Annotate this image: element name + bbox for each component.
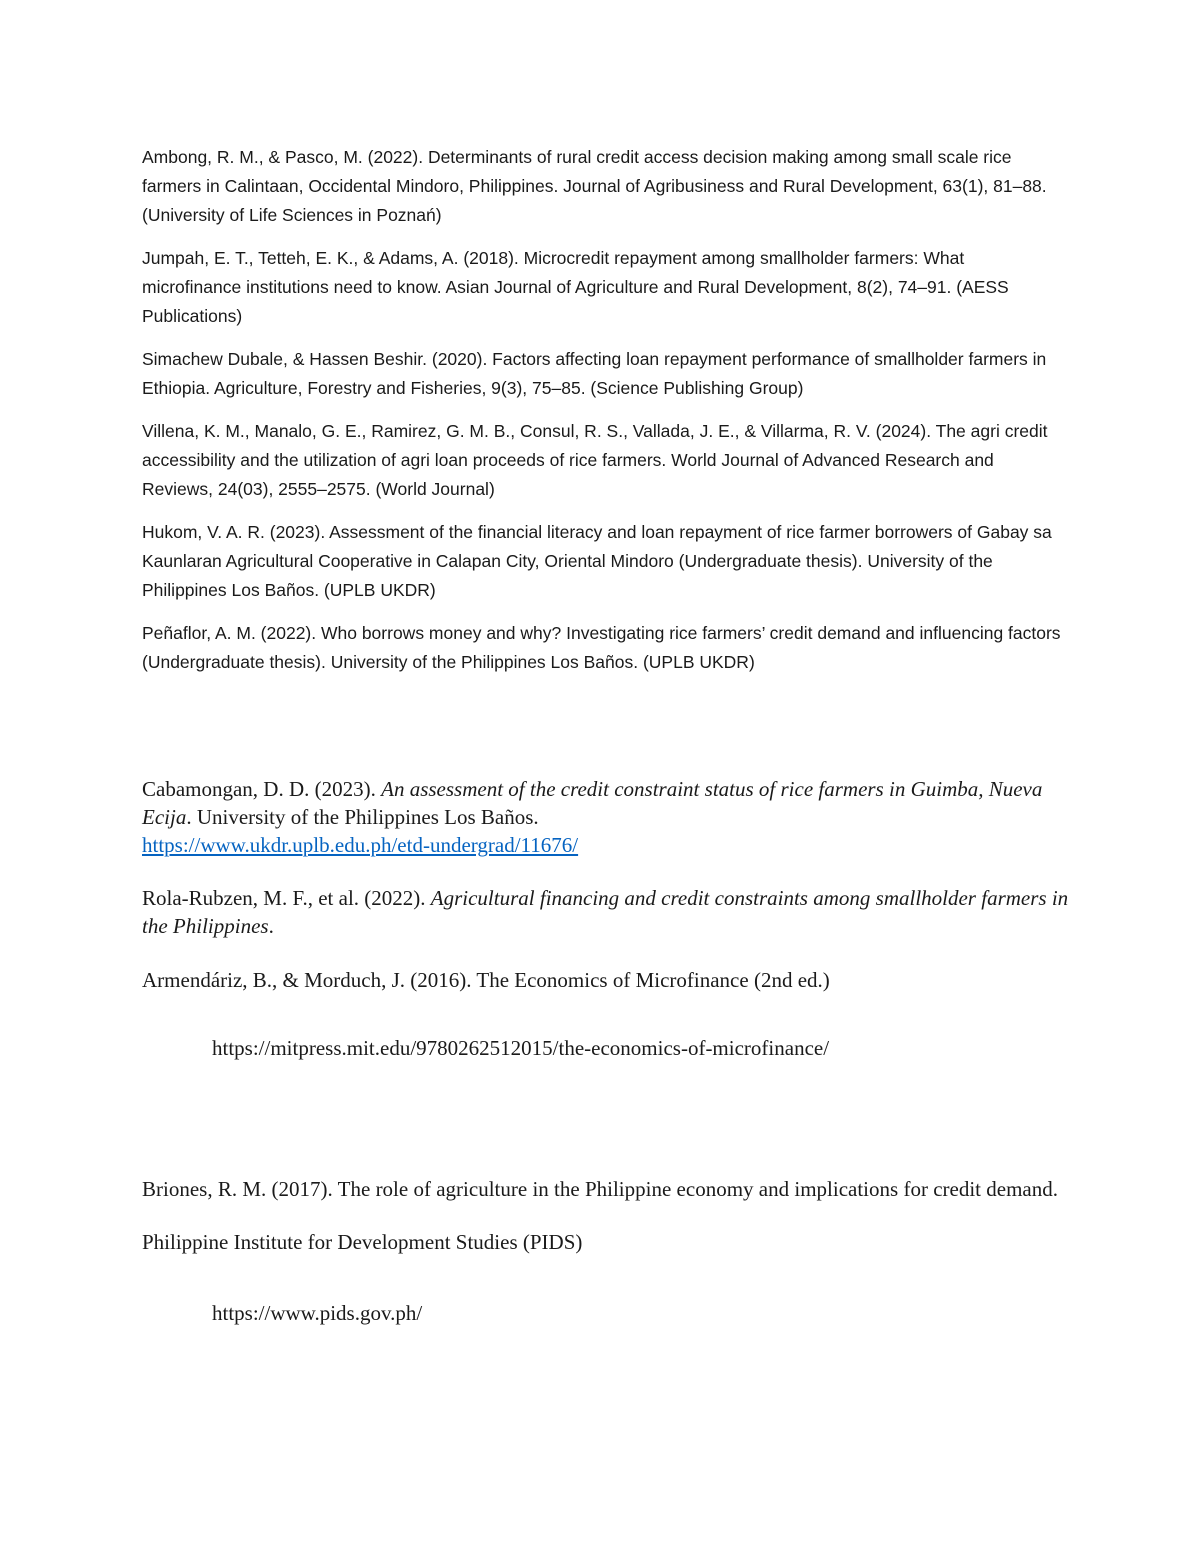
reference-cabamongan-title: An assessment of the credit constraint status of rice farmers in Guimba, Nueva Ecija (142, 777, 1043, 829)
reference-armendariz-url[interactable]: https://mitpress.mit.edu/9780262512015/the-economics-of-microfinance/ (212, 1036, 830, 1060)
reference-rola-rubzen (142, 884, 1072, 940)
reference-hukom: Hukom, V. A. R. (2023). Assessment of the financial literacy and loan repayment of rice farmer borrowers of Gabay sa Kaunlaran Agricultural Cooperative in Calapan City, Oriental Mindoro (Undergraduate thesis). University of the Philippines Los Baños. (UPLB UKDR) (142, 522, 1052, 600)
reference-briones: Briones, R. M. (2017). The role of agriculture in the Philippine economy and implications for credit demand. Philippine Institute for Development Studies (PIDS) (142, 1177, 1058, 1254)
reference-jumpah: Jumpah, E. T., Tetteh, E. K., & Adams, A. (2018). Microcredit repayment among smallholder farmers: What microfinance institutions need to know. Asian Journal of Agriculture and Rural Development, 8(2), 74–91. (AESS Publications) (142, 248, 1009, 326)
reference-cabamongan (142, 775, 1072, 859)
reference-list-sans (142, 143, 1067, 691)
reference-cabamongan-authors: Cabamongan, D. D. (2023). (142, 777, 382, 801)
reference-rola-authors: Rola-Rubzen, M. F., et al. (2022). (142, 886, 431, 910)
reference-rola-end: . (268, 914, 274, 938)
reference-armendariz: Armendáriz, B., & Morduch, J. (2016). The Economics of Microfinance (2nd ed.) (142, 968, 830, 992)
reference-penaflor: Peñaflor, A. M. (2022). Who borrows money and why? Investigating rice farmers’ credit demand and influencing factors (Undergraduate thesis). University of the Philippines Los Baños. (UPLB UKDR) (142, 623, 1061, 672)
reference-villena: Villena, K. M., Manalo, G. E., Ramirez, G. M. B., Consul, R. S., Vallada, J. E., & Villarma, R. V. (2024). The agri credit accessibility and the utilization of agri loan proceeds of rice farmers. World Journal of Advanced Research and Reviews, 24(03), 2555–2575. (World Journal) (142, 421, 1048, 499)
reference-dubale: Simachew Dubale, & Hassen Beshir. (2020). Factors affecting loan repayment performance of smallholder farmers in Ethiopia. Agriculture, Forestry and Fisheries, 9(3), 75–85. (Science Publishing Group) (142, 349, 1047, 398)
reference-briones-url[interactable]: https://www.pids.gov.ph/ (212, 1301, 423, 1325)
reference-ambong: Ambong, R. M., & Pasco, M. (2022). Determinants of rural credit access decision making among small scale rice farmers in Calintaan, Occidental Mindoro, Philippines. Journal of Agribusiness and Rural Development, 63(1), 81–88. (University of Life Sciences in Poznań) (142, 147, 1047, 225)
reference-cabamongan-link[interactable]: https://www.ukdr.uplb.edu.ph/etd-undergrad/11676/ (142, 833, 579, 857)
reference-rola-title: Agricultural financing and credit constraints among smallholder farmers in the Philippines (142, 886, 1069, 938)
reference-cabamongan-publisher: . University of the Philippines Los Baños. (186, 805, 539, 829)
